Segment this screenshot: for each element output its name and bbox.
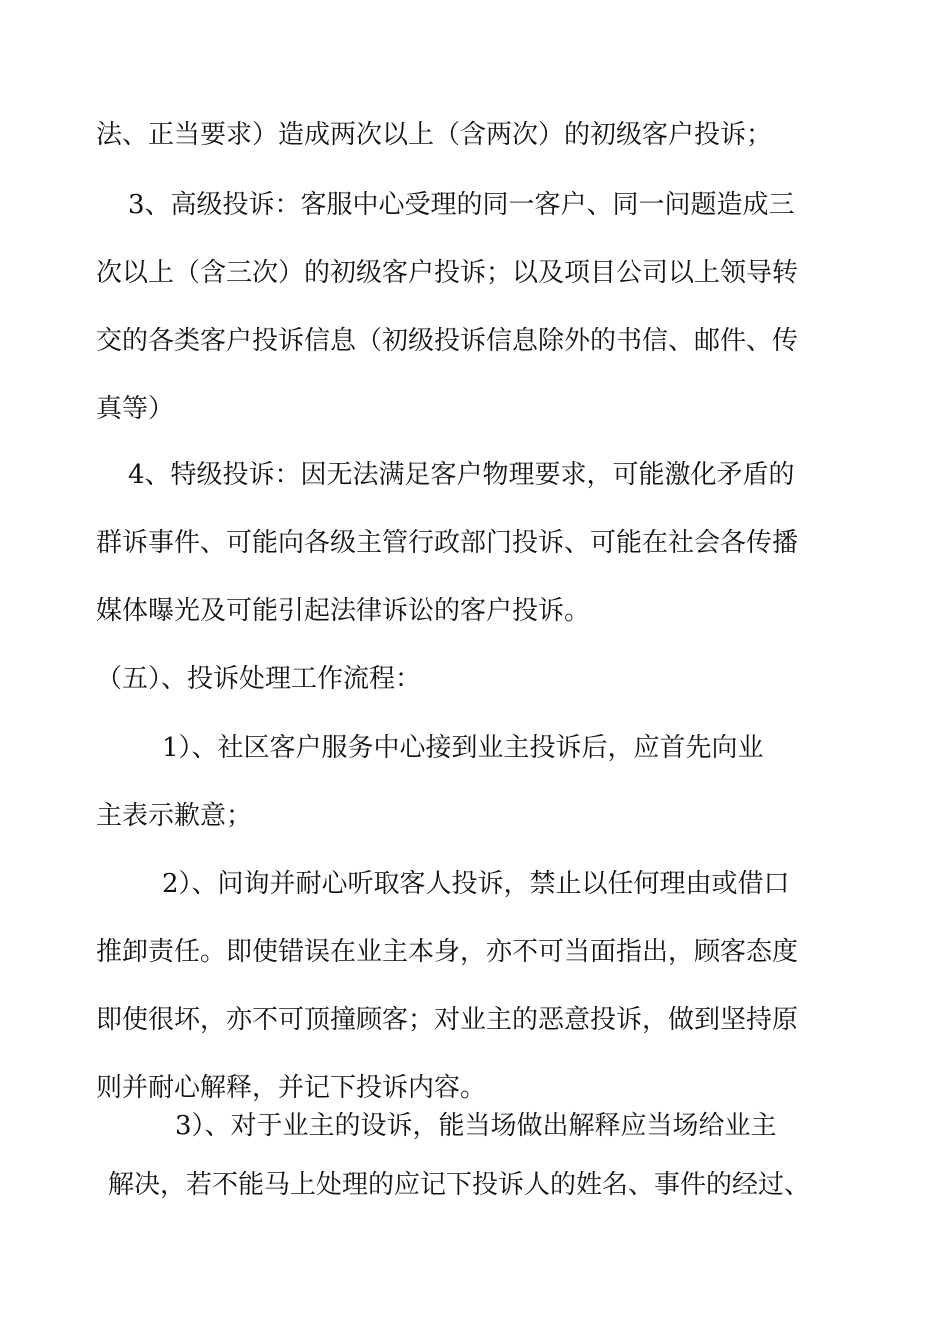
text-line: 媒体曝光及可能引起法律诉讼的客户投诉。 — [96, 596, 591, 626]
section-heading: （五）、投诉处理工作流程： — [96, 664, 422, 694]
text-line: 次以上（含三次）的初级客户投诉；以及项目公司以上领导转 — [96, 258, 799, 288]
text-line: 1）、社区客户服务中心接到业主投诉后，应首先向业 — [162, 733, 764, 763]
text-line: 推卸责任。即使错误在业主本身，亦不可当面指出，顾客态度 — [96, 937, 799, 967]
text-line: 真等） — [96, 394, 175, 424]
text-line: 3）、对于业主的设诉，能当场做出解释应当场给业主 — [175, 1111, 777, 1141]
text-line: 法、正当要求）造成两次以上（含两次）的初级客户投诉； — [96, 120, 773, 150]
text-line: 3、高级投诉：客服中心受理的同一客户、同一问题造成三 — [128, 190, 795, 220]
text-line: 即使很坏，亦不可顶撞顾客；对业主的恶意投诉，做到坚持原 — [96, 1005, 799, 1035]
text-line: 则并耐心解释，并记下投诉内容。 — [96, 1073, 487, 1103]
text-line: 交的各类客户投诉信息（初级投诉信息除外的书信、邮件、传 — [96, 326, 799, 356]
text-line: 2）、问询并耐心听取客人投诉，禁止以任何理由或借口 — [162, 869, 790, 899]
text-line: 4、特级投诉：因无法满足客户物理要求，可能激化矛盾的 — [128, 460, 795, 490]
text-line: 群诉事件、可能向各级主管行政部门投诉、可能在社会各传播 — [96, 528, 799, 558]
text-line: 主表示歉意； — [96, 801, 253, 831]
text-line: 解决，若不能马上处理的应记下投诉人的姓名、事件的经过、 — [108, 1170, 811, 1200]
